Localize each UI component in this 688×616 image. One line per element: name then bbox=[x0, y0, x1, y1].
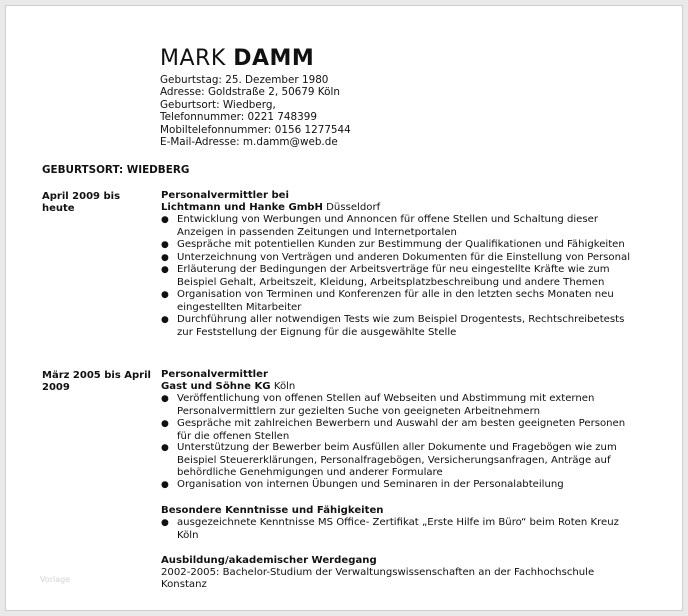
first-name: MARK bbox=[160, 46, 226, 71]
list-item: ● Veröffentlichung von offenen Stellen auf Webseiten und Abstimmung mit externen Personalvermittlern zur gezielten Suche von geeigneten Arbeitnehmern bbox=[161, 392, 595, 417]
bullet-icon: ● bbox=[161, 290, 169, 301]
job-entry bbox=[161, 190, 641, 339]
address-line: Adresse: Goldstraße 2, 50679 Köln bbox=[160, 86, 340, 99]
list-item: ● Gespräche mit zahlreichen Bewerbern und Auswahl der am besten geeigneten Personen für die offenen Stellen bbox=[161, 417, 626, 442]
birthplace-line: Geburtsort: Wiedberg, bbox=[160, 98, 276, 111]
watermark: Vorlage bbox=[40, 575, 71, 584]
job-entry bbox=[161, 369, 641, 591]
list-item: ● Durchführung aller notwendigen Tests wie zum Beispiel Drogentests, Rechtschreibetests zur Feststellung der Eignung für die ausgewählte Stelle bbox=[161, 314, 625, 338]
skills-title: Besondere Kenntnisse und Fähigkeiten bbox=[161, 505, 384, 517]
list-item: ● Gespräche mit potentiellen Kunden zur Bestimmung der Qualifikationen und Fähigkeiten bbox=[161, 238, 625, 250]
applicant-name bbox=[160, 46, 314, 71]
education-title: Ausbildung/akademischer Werdegang bbox=[161, 554, 377, 566]
bullet-icon: ● bbox=[161, 214, 169, 225]
bullet-icon: ● bbox=[161, 393, 169, 404]
bullet-icon: ● bbox=[161, 315, 169, 326]
entry-date: März 2005 bis April 2009 bbox=[42, 370, 151, 394]
bullet-icon: ● bbox=[161, 252, 169, 263]
list-item: ● Entwicklung von Werbungen und Annoncen für offene Stellen und Schaltung dieser Anzeigen in passenden Zeitungen und Internetportalen bbox=[161, 213, 599, 238]
list-item: ● Unterstützung der Bewerber beim Ausfüllen aller Dokumente und Fragebögen wie zum Beispiel Steuererklärungen, Personalfragebögen, Versicherungsanfragen, Anträge auf behördliche Genehmigungen und anderer Formulare bbox=[161, 442, 617, 479]
education-line: 2002-2005: Bachelor-Studium der Verwaltungswissenschaften an der Fachhochschule Konstanz bbox=[161, 566, 595, 590]
bullet-icon: ● bbox=[161, 517, 169, 528]
resume-page bbox=[5, 5, 683, 611]
company-line bbox=[161, 202, 641, 214]
bullet-icon: ● bbox=[161, 443, 169, 454]
bullet-icon: ● bbox=[161, 418, 169, 429]
email-line: E-Mail-Adresse: m.damm@web.de bbox=[160, 136, 338, 149]
job-title: Personalvermittler bei bbox=[161, 190, 289, 201]
bullet-icon: ● bbox=[161, 265, 169, 276]
list-item: ● Erläuterung der Bedingungen der Arbeitsverträge für neu eingestellte Kräfte wie zum Beispiel Gehalt, Arbeitszeit, Kleidung, Arbeitsplatzbeschreibung und andere Themen bbox=[161, 264, 610, 289]
list-item: ● ausgezeichnete Kenntnisse MS Office- Zertifikat „Erste Hilfe im Büro“ beim Roten Kreuz Köln bbox=[161, 516, 619, 541]
contact-block bbox=[160, 74, 640, 148]
job-title: Personalvermittler bbox=[161, 369, 268, 380]
birthday-line: Geburtstag: 25. Dezember 1980 bbox=[160, 74, 329, 86]
company-city: Düsseldorf bbox=[326, 201, 381, 213]
company-city: Köln bbox=[273, 380, 296, 392]
company-name: Lichtmann und Hanke GmbH bbox=[161, 201, 323, 213]
list-item: ● Unterzeichnung von Verträgen und anderen Dokumenten für die Einstellung von Personal bbox=[161, 251, 630, 263]
list-item: ● Organisation von internen Übungen und Seminaren in der Personalabteilung bbox=[161, 479, 564, 491]
phone-line: Telefonnummer: 0221 748399 bbox=[160, 111, 317, 124]
bullet-icon: ● bbox=[161, 480, 169, 491]
last-name: DAMM bbox=[233, 46, 315, 71]
entry-date: April 2009 bis heute bbox=[42, 191, 121, 215]
company-name: Gast und Söhne KG bbox=[161, 380, 271, 392]
section-title: GEBURTSORT: WIEDBERG bbox=[42, 164, 190, 176]
mobile-line: Mobiltelefonnummer: 0156 1277544 bbox=[160, 123, 351, 136]
company-line bbox=[161, 381, 641, 393]
bullet-icon: ● bbox=[161, 239, 169, 250]
list-item: ● Organisation von Terminen und Konferenzen für alle in den letzten sechs Monaten neu eingestellten Mitarbeiter bbox=[161, 289, 614, 314]
